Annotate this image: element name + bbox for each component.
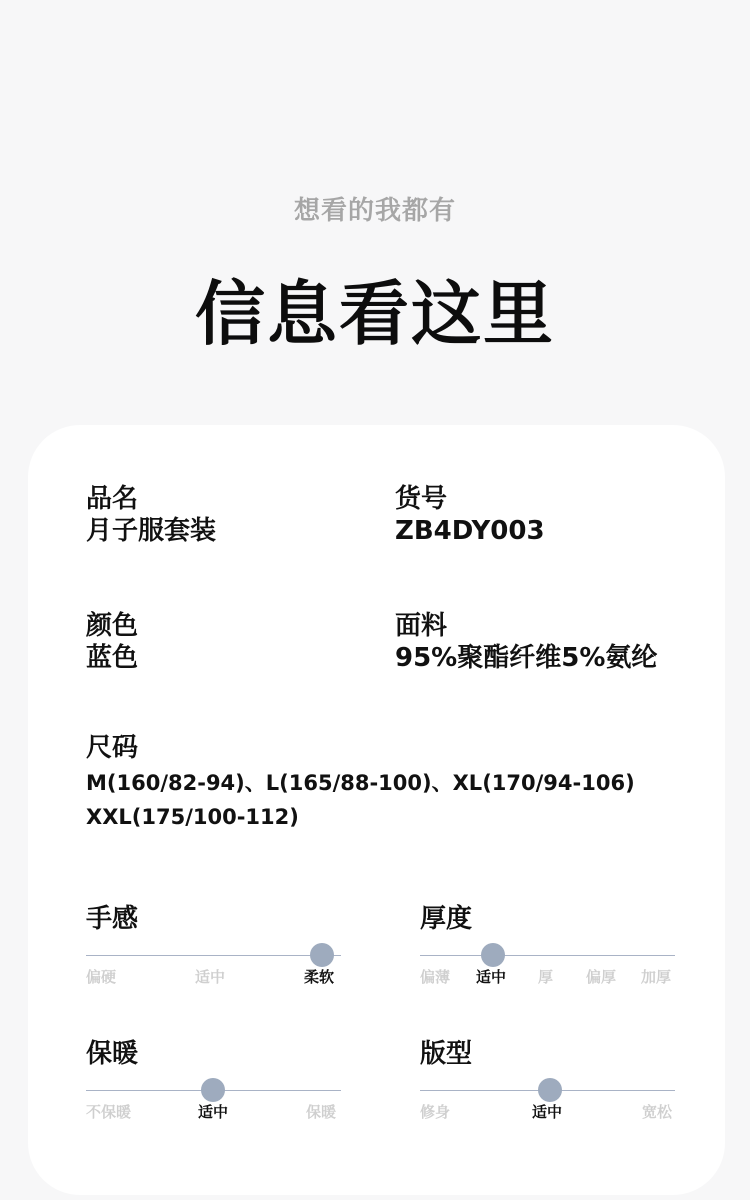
color-label: 颜色 <box>86 611 139 641</box>
rating-thickness <box>420 903 675 993</box>
info-card <box>28 425 725 1195</box>
rating-thickness-option: 厚 <box>538 968 554 986</box>
sku-value: ZB4DY003 <box>395 516 545 546</box>
page-title: 信息看这里 <box>195 273 555 355</box>
field-sku <box>395 483 545 547</box>
rating-thickness-option: 偏薄 <box>420 968 451 986</box>
field-size <box>86 732 635 834</box>
rating-thickness-track <box>420 955 675 956</box>
size-label: 尺码 <box>86 733 139 763</box>
rating-fit <box>420 1038 675 1128</box>
size-line: M(160/82-94)、L(165/88-100)、XL(170/94-106) <box>86 771 635 795</box>
product-name-value: 月子服套装 <box>86 516 217 546</box>
rating-feel-track <box>86 955 341 956</box>
rating-thickness-option-selected: 适中 <box>476 968 507 986</box>
rating-fit-label: 版型 <box>420 1039 473 1069</box>
rating-warmth-option: 保暖 <box>306 1103 337 1121</box>
rating-feel-knob <box>310 943 334 967</box>
rating-fit-option: 修身 <box>420 1103 451 1121</box>
rating-feel-label: 手感 <box>86 904 139 934</box>
rating-warmth-label: 保暖 <box>86 1039 139 1069</box>
rating-thickness-option: 偏厚 <box>586 968 617 986</box>
rating-thickness-knob <box>481 943 505 967</box>
rating-feel <box>86 903 341 993</box>
rating-fit-knob <box>538 1078 562 1102</box>
fabric-value: 95%聚酯纤维5%氨纶 <box>395 643 658 673</box>
rating-thickness-option: 加厚 <box>641 968 672 986</box>
field-fabric <box>395 610 657 674</box>
color-value: 蓝色 <box>86 643 139 673</box>
product-name-label: 品名 <box>86 484 139 514</box>
page-subtitle: 想看的我都有 <box>293 196 456 226</box>
rating-feel-option-selected: 柔软 <box>304 968 335 986</box>
rating-warmth-option: 不保暖 <box>86 1103 132 1121</box>
rating-fit-option: 宽松 <box>642 1103 673 1121</box>
size-line: XXL(175/100-112) <box>86 805 299 829</box>
rating-fit-option-selected: 适中 <box>532 1103 563 1121</box>
rating-warmth <box>86 1038 341 1128</box>
rating-thickness-label: 厚度 <box>420 904 473 934</box>
rating-feel-option: 适中 <box>195 968 226 986</box>
field-color <box>86 610 138 674</box>
rating-warmth-knob <box>201 1078 225 1102</box>
fabric-label: 面料 <box>395 611 448 641</box>
sku-label: 货号 <box>395 484 448 514</box>
field-product-name <box>86 483 216 547</box>
rating-feel-option: 偏硬 <box>86 968 117 986</box>
rating-warmth-option-selected: 适中 <box>198 1103 229 1121</box>
